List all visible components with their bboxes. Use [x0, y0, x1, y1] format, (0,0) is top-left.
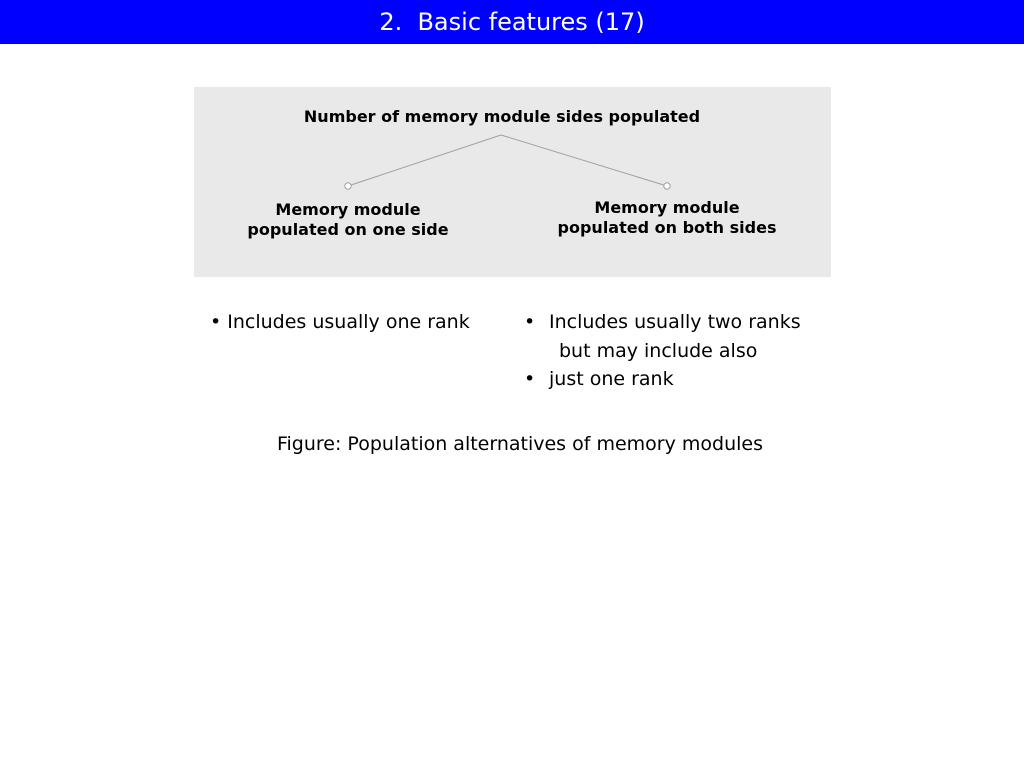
slide-title: 2. Basic features (17) — [379, 8, 645, 36]
node-marker-right — [664, 183, 670, 189]
right-note-text-1: Includes usually two ranks — [549, 311, 801, 333]
figure-caption: Figure: Population alternatives of memory modules — [276, 433, 764, 455]
root-node-label: Number of memory module sides populated — [303, 107, 701, 126]
right-node-label-line1: Memory module — [594, 198, 740, 217]
right-note-text-3: just one rank — [549, 368, 674, 390]
left-node-label — [218, 200, 478, 240]
left-note-text: Includes usually one rank — [227, 311, 470, 333]
left-node-label-line2: populated on one side — [247, 220, 449, 239]
connector-line-right — [501, 135, 667, 186]
left-node-label-line1: Memory module — [275, 200, 421, 219]
bullet-marker: • — [524, 368, 536, 390]
right-node-label-line2: populated on both sides — [557, 218, 777, 237]
left-note — [210, 310, 470, 334]
bullet-marker: • — [210, 311, 222, 333]
node-marker-left — [345, 183, 351, 189]
bullet-marker: • — [524, 311, 536, 333]
right-note-text-2: but may include also — [559, 339, 758, 362]
right-node-label — [537, 198, 797, 238]
connector-line-left — [348, 135, 501, 186]
